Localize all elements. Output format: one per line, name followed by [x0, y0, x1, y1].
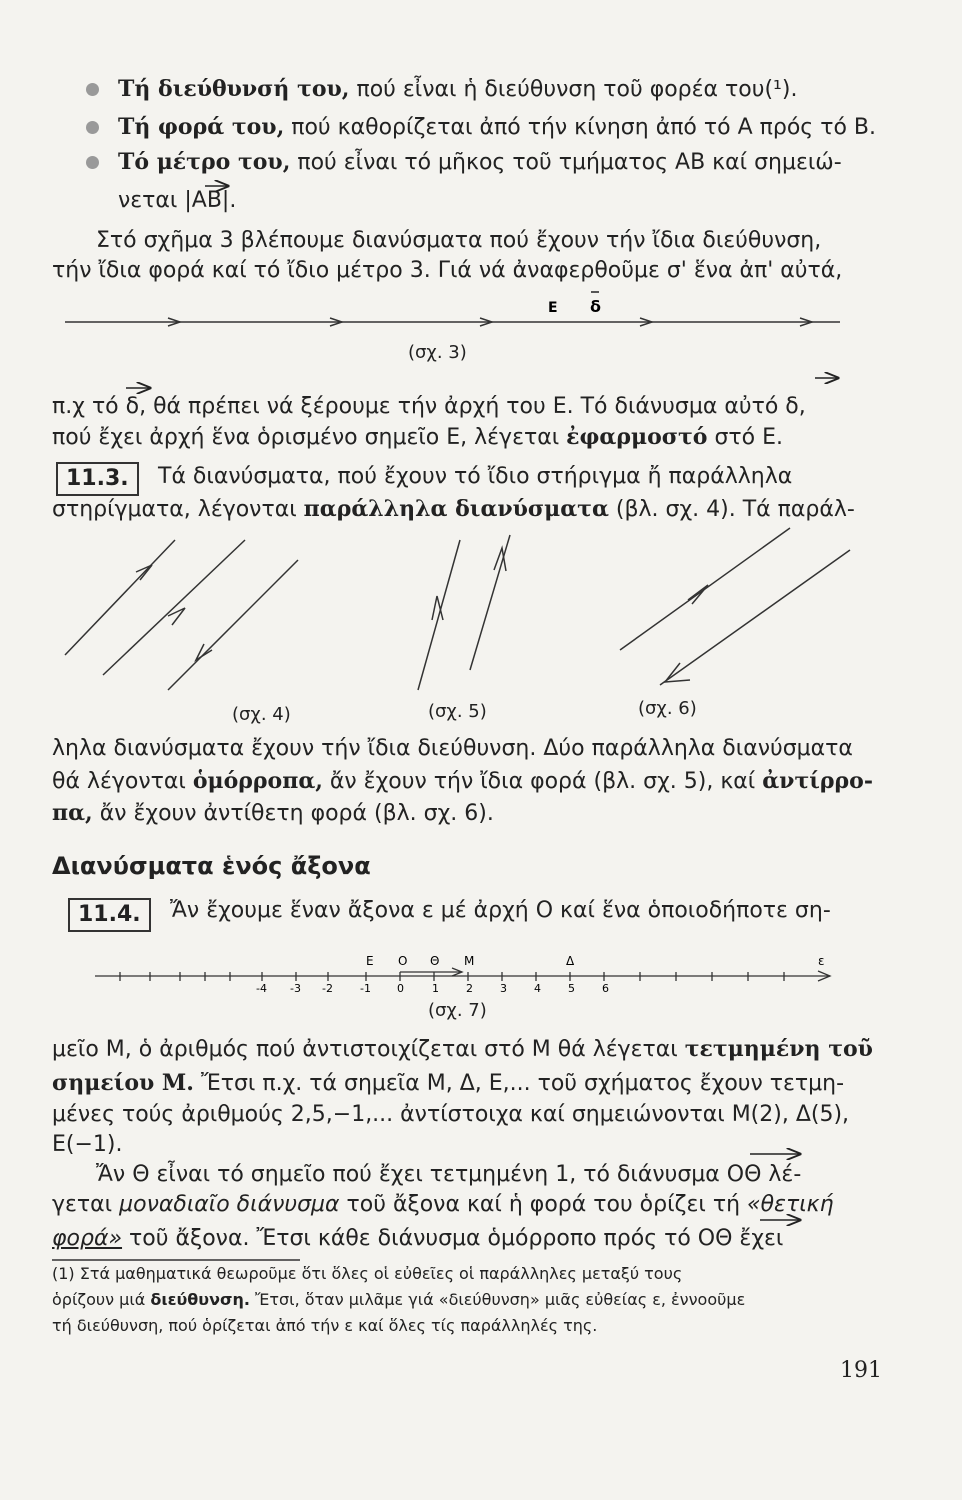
fig7-tick-labels — [256, 982, 609, 995]
fig6-vectors — [620, 528, 850, 685]
footnote-line: (1) Στά μαθηματικά θεωροῦμε ὅτι ὅλες οἱ εὐθεῖες οἱ παράλληλες μεταξύ τους — [52, 1264, 683, 1283]
paragraph-line: σημείου Μ. Ἔτσι π.χ. τά σημεῖα Μ, Δ, Ε,... τοῦ σχήματος ἔχουν τετμη- — [52, 1070, 845, 1096]
point-label: Δ — [566, 954, 575, 968]
tick-label: 1 — [432, 982, 439, 995]
tick-label: -3 — [290, 982, 301, 995]
page-number: 191 — [840, 1358, 882, 1383]
section-number-11-4: 11.4. — [68, 898, 151, 932]
bullet-magnitude-cont: νεται |ΑΒ|. — [118, 188, 237, 213]
fig4-vectors — [65, 540, 298, 690]
tick-label: -1 — [360, 982, 371, 995]
point-label: Μ — [464, 954, 475, 968]
tick-label: 3 — [500, 982, 507, 995]
footnote-line: ὁρίζουν μιά διεύθυνση. Ἔτσι, ὅταν μιλᾶμε γιά «διεύθυνση» μιᾶς εὐθείας ε, ἐννοοῦμε — [52, 1290, 746, 1309]
point-label: Θ — [430, 954, 440, 968]
bullet-magnitude: Τό μέτρο του, πού εἶναι τό μῆκος τοῦ τμήματος ΑΒ καί σημειώ- — [118, 149, 842, 175]
fig7-axis — [95, 968, 830, 981]
paragraph-line: στηρίγματα, λέγονται παράλληλα διανύσματα (βλ. σχ. 4). Τά παράλ- — [52, 496, 855, 522]
section-heading: Διανύσματα ἑνός ἄξονα — [52, 852, 371, 880]
caption-fig5: (σχ. 5) — [428, 701, 487, 722]
fig3-point-label: Ε — [548, 300, 558, 316]
caption-fig7: (σχ. 7) — [428, 1000, 487, 1021]
caption-fig6: (σχ. 6) — [638, 698, 697, 719]
paragraph-line: Ε(−1). — [52, 1132, 123, 1157]
paragraph-line: γεται μοναδιαῖο διάνυσμα τοῦ ἄξονα καί ἡ φορά του ὁρίζει τή «θετική — [52, 1192, 834, 1217]
paragraph-line: Ἄν ἔχουμε ἕναν ἄξονα ε μέ ἀρχή Ο καί ἕνα ὁποιοδήποτε ση- — [170, 898, 831, 923]
point-label: ε — [818, 954, 825, 968]
paragraph-line: θά λέγονται ὁμόρροπα, ἄν ἔχουν τήν ἴδια φορά (βλ. σχ. 5), καί ἀντίρρο- — [52, 768, 873, 794]
tick-label: -4 — [256, 982, 267, 995]
bullet-direction: Τή διεύθυνσή του, πού εἶναι ἡ διεύθυνση τοῦ φορέα του(¹). — [118, 76, 798, 102]
paragraph-line: Ἄν Θ εἶναι τό σημεῖο πού ἔχει τετμημένη 1, τό διάνυσμα ΟΘ λέ- — [96, 1162, 802, 1187]
paragraph-line: φορά» τοῦ ἄξονα. Ἔτσι κάθε διάνυσμα ὁμόρροπο πρός τό ΟΘ ἔχει — [52, 1226, 784, 1251]
paragraph-line: Στό σχῆμα 3 βλέπουμε διανύσματα πού ἔχουν τήν ἴδια διεύθυνση, — [96, 228, 822, 253]
paragraph-line: πού ἔχει ἀρχή ἕνα ὁρισμένο σημεῖο Ε, λέγεται ἐφαρμοστό στό Ε. — [52, 424, 784, 450]
footnote-line: τή διεύθυνση, πού ὁρίζεται ἀπό τήν ε καί ὅλες τίς παράλληλές της. — [52, 1316, 598, 1335]
paragraph-line: μένες τούς ἀριθμούς 2,5,−1,... ἀντίστοιχα καί σημειώνονται Μ(2), Δ(5), — [52, 1102, 850, 1127]
fig3-vector-label: δ — [590, 297, 601, 316]
fig5-vectors — [418, 535, 510, 690]
point-label: Ε — [366, 954, 374, 968]
fig3-line — [65, 318, 840, 326]
tick-label: 0 — [397, 982, 404, 995]
paragraph-line: π.χ τό δ, θά πρέπει νά ξέρουμε τήν ἀρχή του Ε. Τό διάνυσμα αὐτό δ, — [52, 394, 806, 419]
fig7-point-labels — [366, 954, 825, 968]
paragraph-line: Τά διανύσματα, πού ἔχουν τό ἴδιο στήριγμα ἤ παράλληλα — [158, 464, 793, 489]
caption-fig4: (σχ. 4) — [232, 704, 291, 725]
paragraph-line: μεῖο Μ, ὁ ἀριθμός πού ἀντιστοιχίζεται στό Μ θά λέγεται τετμημένη τοῦ — [52, 1036, 873, 1062]
tick-label: 6 — [602, 982, 609, 995]
paragraph-line: τήν ἴδια φορά καί τό ἴδιο μέτρο 3. Γιά νά ἀναφερθοῦμε σ' ἕνα ἀπ' αὐτά, — [52, 258, 843, 283]
tick-label: 2 — [466, 982, 473, 995]
tick-label: 4 — [534, 982, 541, 995]
point-label: Ο — [398, 954, 408, 968]
paragraph-line: πα, ἄν ἔχουν ἀντίθετη φορά (βλ. σχ. 6). — [52, 800, 494, 826]
paragraph-line: ληλα διανύσματα ἔχουν τήν ἴδια διεύθυνση. Δύο παράλληλα διανύσματα — [52, 736, 853, 761]
tick-label: -2 — [322, 982, 333, 995]
caption-fig3: (σχ. 3) — [408, 342, 467, 363]
tick-label: 5 — [568, 982, 575, 995]
bullet-sense: Τή φορά του, πού καθορίζεται ἀπό τήν κίνηση ἀπό τό Α πρός τό Β. — [118, 114, 876, 140]
section-number-11-3: 11.3. — [56, 462, 139, 496]
